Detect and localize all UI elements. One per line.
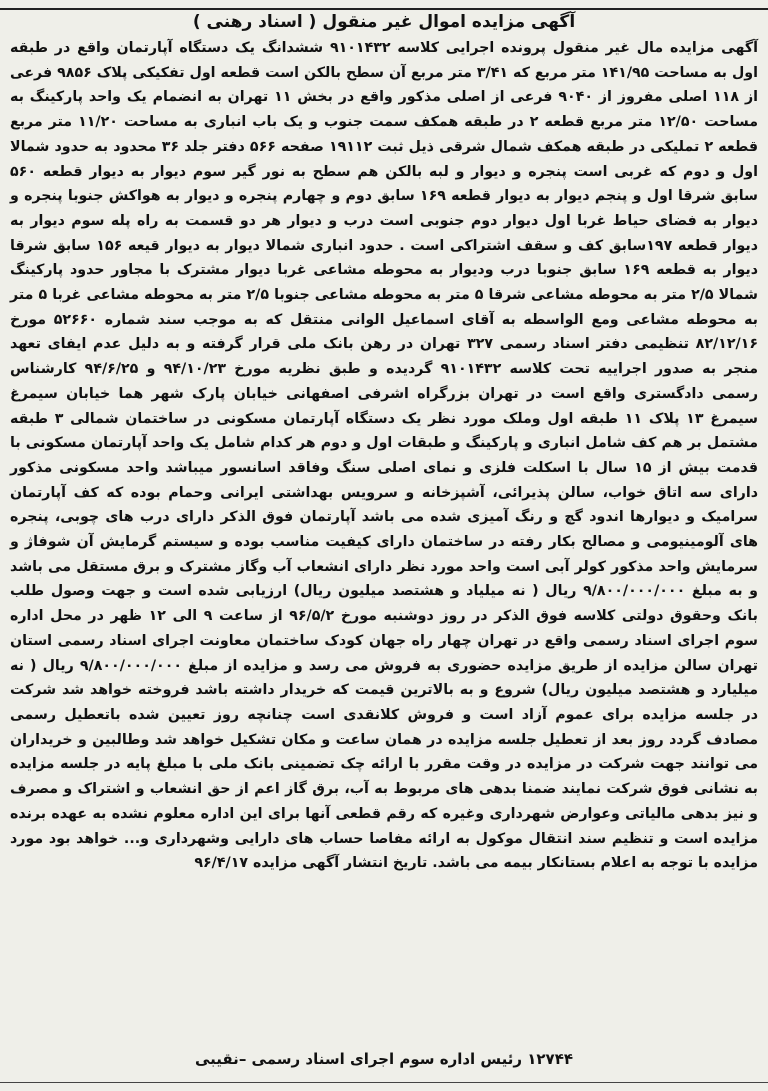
publish-date: تاریخ انتشار آگهی مزایده ۹۶/۴/۱۷	[194, 855, 428, 872]
notice-body	[10, 36, 758, 876]
bottom-border	[0, 1082, 768, 1083]
notice-paragraph: آگهی مزایده مال غیر منقول پرونده اجرایی کلاسه ۹۱۰۱۴۳۲ ششدانگ یک دستگاه آپارتمان واقع در طبقه اول به مساحت ۱۴۱/۹۵ متر مربع که ۳/۴۱ متر مربع آن سطح بالکن است قطعه اول تفکیکی پلاک ۹۸۵۶ فرعی از ۱۱۸ اصلی مفروز از ۹۰۴۰ فرعی از اصلی مذکور واقع در بخش ۱۱ تهران به انضمام یک واحد پارکینگ به مساحت ۱۲/۵۰ متر مربع قطعه ۲ در طبقه همکف سمت جنوب و یک باب انباری به مساحت ۱۱/۲۰ متر مربع قطعه ۲ تملیکی در طبقه همکف شمال شرقی ذیل ثبت ۱۹۱۱۲ صفحه ۵۶۶ دفتر جلد ۳۶ محدود به حدود شمالا اول و دوم که غربی است پنجره و دیوار و لبه بالکن هم سطح به نور گیر سوم دیوار به دیوار قطعه ۵۶۰ سابق شرقا اول و پنجم دیوار به دیوار قطعه ۱۶۹ سابق دوم و چهارم پنجره و دیوار به هواکش جنوبا پنجره و دیوار به فضای حیاط غربا اول دیوار دوم جنوبی است درب و دیوار هر دو قسمت به راه پله سوم دیوار به دیوار قطعه ۱۹۷سابق کف و سقف اشتراکی است . حدود انباری شمالا دیوار به دیوار قیعه ۱۵۶ سابق شرقا دیوار به قطعه ۱۶۹ سابق جنوبا درب ودیوار به محوطه مشاعی غربا دیوار مشترک با مجاور حدود پارکینگ شمالا ۲/۵ متر به محوطه مشاعی شرقا ۵ متر به محوطه مشاعی جنوبا ۲/۵ متر به محوطه مشاعی غربا ۵ متر به محوطه مشاعی ومع الواسطه به آقای اسماعیل الوانی منتقل که به موجب سند شماره ۵۲۶۶۰ مورخ ۸۲/۱۲/۱۶ تنظیمی دفتر اسناد رسمی ۳۲۷ تهران در رهن بانک ملی قرار گرفته و به دلیل عدم ایفای تعهد منجر به صدور اجراییه تحت کلاسه ۹۱۰۱۴۳۲ گردیده و طبق نظریه مورخ ۹۴/۱۰/۲۳ و ۹۴/۶/۲۵ کارشناس رسمی دادگستری واقع است در تهران بزرگراه اشرفی اصفهانی خیابان پارک شهر هما خیابان سیمرغ سیمرغ ۱۳ پلاک ۱۱ طبقه اول وملک مورد نظر یک دستگاه آپارتمان مسکونی در ساختمان شمالی ۳ طبقه مشتمل بر هم کف شامل انباری و پارکینگ و طبقات اول و دوم هر کدام شامل یک واحد آپارتمان مسکونی با قدمت بیش از ۱۵ سال با اسکلت فلزی و نمای اصلی سنگ وفاقد اسانسور میباشد واحد مسکونی مذکور دارای سه اتاق خواب، سالن پذیرائی، آشپزخانه و سرویس بهداشتی ایرانی وحمام بوده که کف آپارتمان سرامیک و دیوارها اندود گچ و رنگ آمیزی شده می باشد آپارتمان فوق الذکر دارای درب های چوبی، پنجره های آلومینیومی و مصالح بکار رفته در ساختمان دارای کیفیت مناسب بوده و سیستم گرمایش آن شوفاژ و سرمایش واحد مذکور کولر آبی است واحد مورد نظر دارای انشعاب آب وگاز مشترک و برق مستقل می باشد و به مبلغ ۹/۸۰۰/۰۰۰/۰۰۰ ریال ( نه میلیاد و هشتصد میلیون ریال) ارزیابی شده است و جهت وصول طلب بانک وحقوق دولتی کلاسه فوق الذکر در روز دوشنبه مورخ ۹۶/۵/۲ از ساعت ۹ الی ۱۲ ظهر در محل اداره سوم اجرای اسناد رسمی واقع در تهران چهار راه جهان کودک ساختمان معاونت اجرای اسناد رسمی استان تهران سالن مزایده از طریق مزایده حضوری به فروش می رسد و مزایده از مبلغ ۹/۸۰۰/۰۰۰/۰۰۰ ریال ( نه میلیارد و هشتصد میلیون ریال) شروع و به بالاترین قیمت که خریدار داشته باشد فروخته خواهد شد شرکت در جلسه مزایده برای عموم آزاد است و فروش کلانقدی است چنانچه روز تعیین شده باتعطیل رسمی مصادف گردد روز بعد از تعطیل جلسه مزایده در همان ساعت و مکان تشکیل خواهد شد وطالبین و خریداران می توانند جهت شرکت در مزایده در وقت مقرر با ارائه چک تضمینی بانک ملی با مبلغ پایه در جلسه مزایده به نشانی فوق شرکت نمایند ضمنا بدهی های مربوط به آب، برق گاز اعم از حق انشعاب و اشتراک و مصرف و نیز بدهی مالیاتی وعوارض شهرداری وغیره که رقم قطعی آنها برای این اداره معلوم نشده به عهده برنده مزایده است و تنظیم سند انتقال موکول به ارائه مفاصا حساب های دارایی وشهرداری و... خواهد بود مورد مزایده با توجه به اعلام بستانکار بیمه می باشد.	[10, 40, 759, 872]
notice-signature: ۱۲۷۴۴ رئیس اداره سوم اجرای اسناد رسمی –نقیبی	[194, 1050, 574, 1068]
top-border	[0, 0, 768, 10]
notice-title: آگهی مزایده اموال غیر منقول ( اسناد رهنی )	[192, 12, 576, 32]
